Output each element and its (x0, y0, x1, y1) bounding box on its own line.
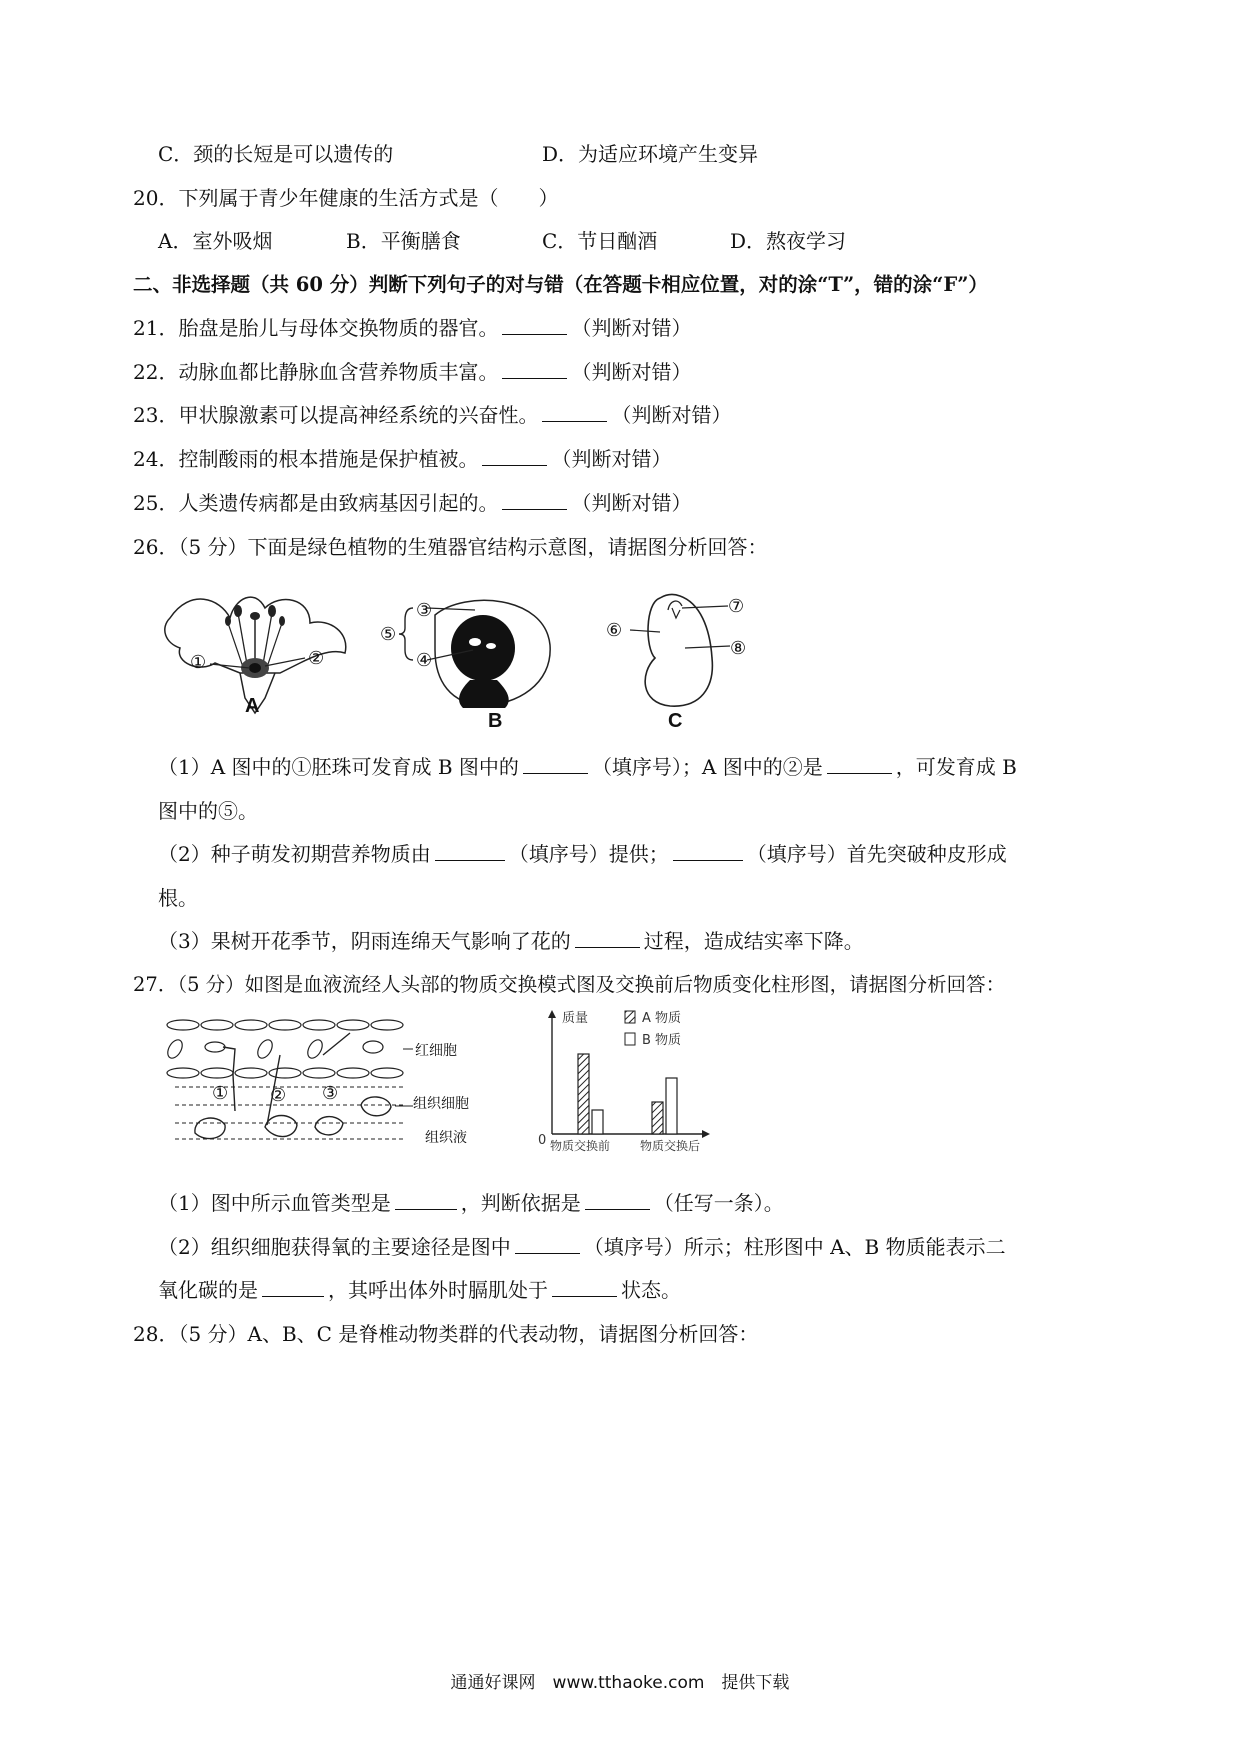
bar-b-after (666, 1078, 677, 1134)
q23 (133, 401, 731, 429)
q20-stem: 20．下列属于青少年健康的生活方式是（ ） (133, 186, 559, 210)
q26-p1-text-c: ，可发育成 B (895, 755, 1017, 779)
bar-b-before (592, 1110, 603, 1134)
q26-part2-line1 (158, 840, 1007, 868)
q19-option-c: C．颈的长短是可以遗传的 (158, 142, 394, 166)
q20-option-b: B．平衡膳食 (346, 229, 461, 253)
q23-tail: （判断对错） (611, 403, 732, 427)
q22-stem: 22．动脉血都比静脉血含营养物质丰富。 (133, 360, 499, 384)
x-tick-after: 物质交换后 (639, 1139, 701, 1153)
legend-label-a: A 物质 (642, 1011, 682, 1026)
fruit-label-5: ⑤ (380, 624, 397, 645)
q26-p3-text-b: 过程，造成结实率下降。 (643, 929, 864, 953)
fruit-label-4: ④ (416, 650, 433, 671)
q27-part2-line2 (158, 1276, 681, 1304)
q25-tail: （判断对错） (571, 491, 692, 515)
q20-option-c: C．节日酗酒 (542, 229, 658, 253)
q23-stem: 23．甲状腺激素可以提高神经系统的兴奋性。 (133, 403, 539, 427)
exchange-label-2: ② (270, 1085, 287, 1106)
exchange-label-rbc: 红细胞 (415, 1043, 457, 1059)
flower-label-1: ① (190, 652, 207, 673)
q22-tail: （判断对错） (571, 360, 692, 384)
y-axis-arrow (548, 1010, 556, 1018)
q26-p1-text-a: （1）A 图中的①胚珠可发育成 B 图中的 (158, 755, 519, 779)
legend-swatch-a (625, 1011, 635, 1023)
q26-p2-text-c: （填序号）首先突破种皮形成 (746, 842, 1007, 866)
q22 (133, 358, 691, 386)
q27-p1-text-c: （任写一条）。 (653, 1191, 784, 1215)
q26-p2-blank-2 (673, 840, 743, 861)
q26-p1-text-b: （填序号）；A 图中的②是 (591, 755, 823, 779)
q26-p2-text-d: 根。 (158, 886, 198, 910)
flower-diagram (160, 578, 360, 723)
q24-blank (482, 445, 547, 466)
q25-blank (502, 489, 567, 510)
q25-stem: 25．人类遗传病都是由致病基因引起的。 (133, 491, 499, 515)
exchange-label-3: ③ (322, 1083, 339, 1104)
section2-title: 二、非选择题（共 60 分）判断下列句子的对与错（在答题卡相应位置，对的涂“T”，错的涂“F”） (133, 273, 988, 296)
x-tick-before: 物质交换前 (549, 1139, 611, 1153)
q26-p1-blank-2 (827, 753, 892, 774)
q26-p3-text-a: （3）果树开花季节，阴雨连绵天气影响了花的 (158, 929, 571, 953)
q25 (133, 489, 691, 517)
exchange-label-1: ① (212, 1083, 229, 1104)
flower-label-2: ② (308, 648, 325, 669)
exchange-label-fluid: 组织液 (425, 1130, 467, 1146)
seed-label-8: ⑧ (730, 638, 747, 659)
fruit-diagram (375, 590, 565, 715)
seed-label-6: ⑥ (606, 620, 623, 641)
q19-option-d: D．为适应环境产生变异 (542, 142, 759, 166)
q21-stem: 21．胎盘是胎儿与母体交换物质的器官。 (133, 316, 499, 340)
figure-a-label: A (245, 695, 260, 717)
mass-bar-chart (530, 1008, 730, 1158)
seed-label-7: ⑦ (728, 596, 745, 617)
figure-b-label: B (488, 710, 503, 732)
q27-p2-blank-3 (552, 1276, 617, 1297)
y-axis-label: 质量 (562, 1011, 589, 1026)
figure-c-label: C (668, 710, 683, 732)
q27-p1-text-b: ，判断依据是 (460, 1191, 581, 1215)
q26-p2-blank-1 (435, 840, 505, 861)
q27-p1-blank-1 (395, 1189, 457, 1210)
q21-blank (502, 314, 567, 335)
q26-p2-text-b: （填序号）提供； (508, 842, 669, 866)
exchange-label-cell: 组织细胞 (413, 1096, 469, 1112)
legend-swatch-b (625, 1033, 635, 1045)
q26-p1-text-d: 图中的⑤。 (158, 799, 258, 823)
origin-label: 0 (538, 1133, 547, 1148)
legend-label-b: B 物质 (642, 1033, 682, 1048)
q24-tail: （判断对错） (551, 447, 672, 471)
q24 (133, 445, 671, 473)
q27-p1-text-a: （1）图中所示血管类型是 (158, 1191, 391, 1215)
q26-p3-blank (575, 927, 640, 948)
q26-part3 (158, 927, 864, 955)
q27-p2-text-d: ，其呼出体外时膈肌处于 (328, 1278, 548, 1302)
q27-stem: 27．（5 分）如图是血液流经人头部的物质交换模式图及交换前后物质变化柱形图，请据图分析回答： (133, 973, 1006, 996)
q27-p1-blank-2 (585, 1189, 650, 1210)
footer-source: 通通好课网 www.tthaoke.com 提供下载 (450, 1673, 790, 1693)
x-axis-arrow (702, 1130, 710, 1138)
fruit-label-3: ③ (416, 600, 433, 621)
q27-p2-text-c: 氧化碳的是 (158, 1278, 258, 1302)
q23-blank (542, 401, 607, 422)
q28-stem: 28．（5 分）A、B、C 是脊椎动物类群的代表动物，请据图分析回答： (133, 1322, 759, 1346)
q20-option-d: D．熬夜学习 (730, 229, 847, 253)
q27-part2-line1 (158, 1233, 1006, 1261)
q27-p2-text-a: （2）组织细胞获得氧的主要途径是图中 (158, 1235, 511, 1259)
q21-tail: （判断对错） (571, 316, 692, 340)
q24-stem: 24．控制酸雨的根本措施是保护植被。 (133, 447, 479, 471)
bar-a-after (652, 1102, 663, 1134)
bar-a-before (578, 1054, 589, 1134)
q27-p2-blank-1 (515, 1233, 580, 1254)
q22-blank (502, 358, 567, 379)
q26-p2-text-a: （2）种子萌发初期营养物质由 (158, 842, 431, 866)
q26-stem: 26．（5 分）下面是绿色植物的生殖器官结构示意图，请据图分析回答： (133, 535, 768, 559)
q20-option-a: A．室外吸烟 (158, 229, 273, 253)
q27-p2-text-b: （填序号）所示；柱形图中 A、B 物质能表示二 (583, 1235, 1006, 1259)
q27-p2-blank-2 (262, 1276, 324, 1297)
q21 (133, 314, 691, 342)
q27-part1 (158, 1189, 784, 1217)
capillary-exchange-diagram (165, 1015, 415, 1155)
q27-p2-text-e: 状态。 (621, 1278, 681, 1302)
q26-part1-line1 (158, 753, 1017, 781)
q26-p1-blank-1 (523, 753, 588, 774)
